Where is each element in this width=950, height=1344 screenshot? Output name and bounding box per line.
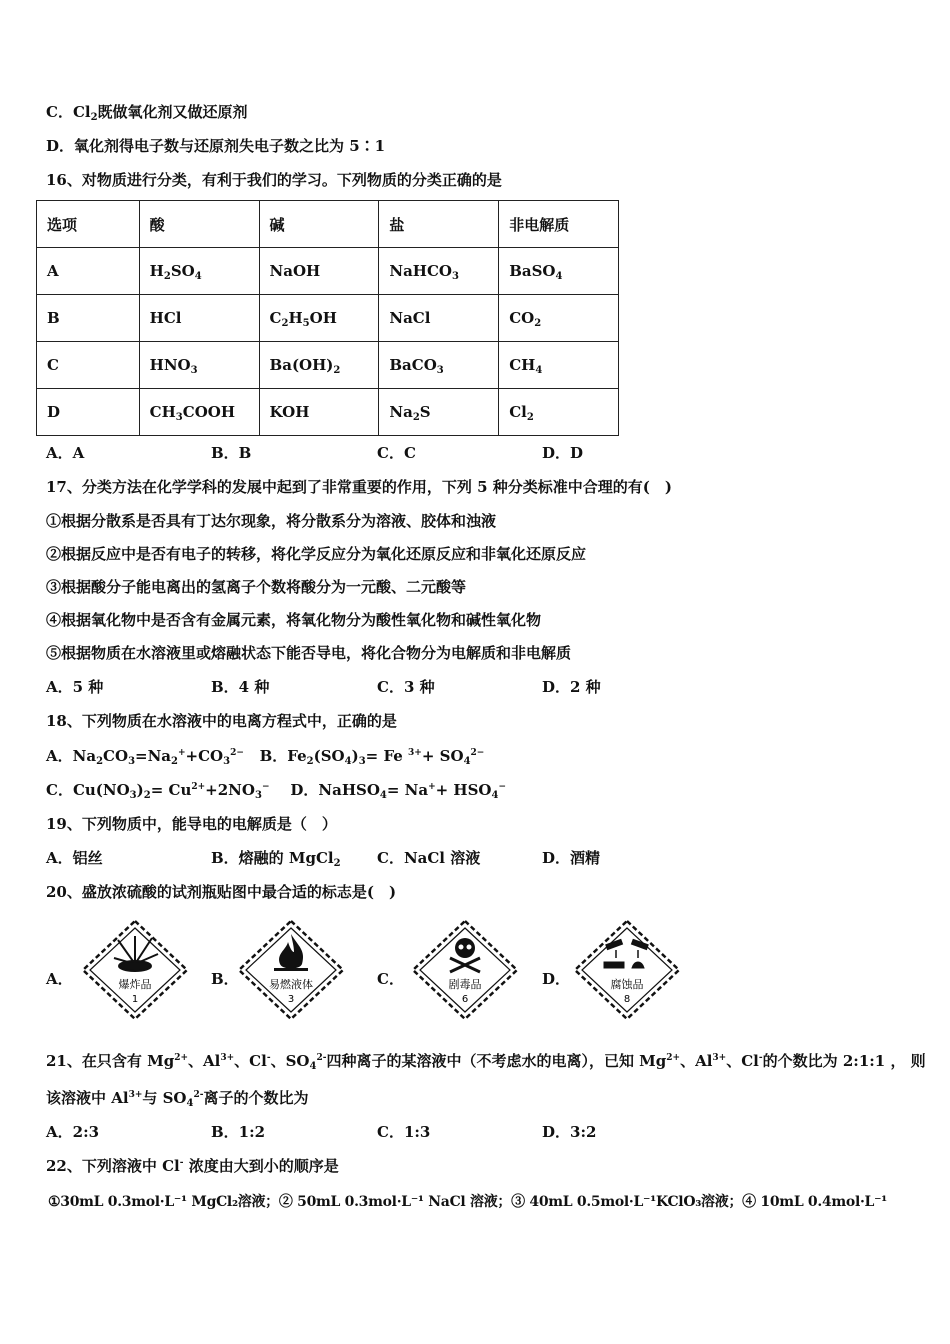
q18-stem: 18、下列物质在水溶液中的电离方程式中，正确的是 bbox=[46, 712, 397, 730]
q17-option-b[interactable]: B．4 种 bbox=[211, 678, 270, 696]
acid-cell: HCl bbox=[139, 295, 259, 342]
q16-option-b[interactable]: B．B bbox=[211, 444, 252, 462]
table-header-row bbox=[37, 201, 619, 248]
svg-text:剧毒品: 剧毒品 bbox=[448, 978, 482, 991]
q20-option-c-label[interactable]: C． bbox=[377, 970, 404, 988]
acid-cell: $H_2SO_4$ bbox=[139, 248, 259, 295]
row-label: A bbox=[37, 248, 140, 295]
header-cell: 选项 bbox=[37, 201, 140, 248]
salt-cell: $Na_2S$ bbox=[379, 389, 499, 436]
q21-option-d[interactable]: D．3:2 bbox=[542, 1123, 597, 1141]
table-row bbox=[37, 389, 619, 436]
toxic-sign[interactable] bbox=[410, 918, 520, 1022]
explosive-sign[interactable] bbox=[80, 918, 190, 1022]
q17-option-c[interactable]: C．3 种 bbox=[377, 678, 435, 696]
header-cell: 碱 bbox=[259, 201, 379, 248]
q16-option-d[interactable]: D．D bbox=[542, 444, 584, 462]
q19-option-b[interactable]: B．熔融的 MgCl$_2$ bbox=[211, 849, 341, 869]
header-cell: 酸 bbox=[139, 201, 259, 248]
base-cell: $C_2H_5OH$ bbox=[259, 295, 379, 342]
q21-option-c[interactable]: C．1:3 bbox=[377, 1123, 431, 1141]
row-label: B bbox=[37, 295, 140, 342]
row-label: C bbox=[37, 342, 140, 389]
salt-cell: NaCl bbox=[379, 295, 499, 342]
q22-stem: 22、下列溶液中 Cl- 浓度由大到小的顺序是 bbox=[46, 1157, 339, 1175]
svg-text:易燃液体: 易燃液体 bbox=[269, 978, 313, 991]
q17-item: ①根据分散系是否具有丁达尔现象，将分散系分为溶液、胶体和浊液 bbox=[46, 512, 497, 530]
base-cell: KOH bbox=[259, 389, 379, 436]
q21-stem-line2: 该溶液中 $Al^{3+}$与 $SO_4^{2-}$离子的个数比为 bbox=[46, 1089, 309, 1109]
q20-option-d-label[interactable]: D． bbox=[542, 970, 571, 988]
q17-item: ④根据氧化物中是否含有金属元素，将氧化物分为酸性氧化物和碱性氧化物 bbox=[46, 611, 542, 629]
q22-list: ①30mL 0.3mol·L⁻¹ MgCl₂溶液；② 50mL 0.3mol·L⁻¹ NaCl 溶液；③ 40mL 0.5mol·L⁻¹KClO₃溶液；④ 10mL 0.4mol·L⁻¹ bbox=[48, 1194, 887, 1210]
svg-text:3: 3 bbox=[287, 994, 295, 1005]
q16-stem: 16、对物质进行分类，有利于我们的学习。下列物质的分类正确的是 bbox=[46, 171, 502, 189]
svg-text:爆炸品: 爆炸品 bbox=[118, 978, 152, 991]
non-electrolyte-cell: BaSO$_4$ bbox=[499, 248, 619, 295]
q19-stem: 19、下列物质中，能导电的电解质是（ ） bbox=[46, 815, 337, 833]
q15-option-d[interactable]: D．氧化剂得电子数与还原剂失电子数之比为 5∶1 bbox=[46, 137, 386, 155]
q21-option-b[interactable]: B．1:2 bbox=[211, 1123, 266, 1141]
base-cell: NaOH bbox=[259, 248, 379, 295]
q15-option-c[interactable]: C．$Cl_2$既做氧化剂又做还原剂 bbox=[46, 103, 248, 123]
acid-cell: $CH_3COOH$ bbox=[139, 389, 259, 436]
table-row bbox=[37, 248, 619, 295]
classification-table bbox=[36, 200, 619, 436]
q20-option-b-label[interactable]: B． bbox=[211, 970, 239, 988]
q17-option-d[interactable]: D．2 种 bbox=[542, 678, 601, 696]
svg-text:8: 8 bbox=[623, 994, 631, 1005]
corrosive-sign[interactable] bbox=[572, 918, 682, 1022]
q19-option-d[interactable]: D．酒精 bbox=[542, 849, 601, 867]
non-electrolyte-cell: $CH_4$ bbox=[499, 342, 619, 389]
acid-cell: $HNO_3$ bbox=[139, 342, 259, 389]
q17-item: ③根据酸分子能电离出的氢离子个数将酸分为一元酸、二元酸等 bbox=[46, 578, 467, 596]
q17-item: ②根据反应中是否有电子的转移，将化学反应分为氧化还原反应和非氧化还原反应 bbox=[46, 545, 587, 563]
q21-stem-line1: 21、在只含有 $Mg^{2+}$、$Al^{3+}$、Cl-、$SO_4^{2-}$四种离子的某溶液中（不考虑水的电离），已知 $Mg^{2+}$、$Al^{3+}$、Cl-的个数比为 2:1:1 ， 则 bbox=[46, 1052, 926, 1072]
header-cell: 盐 bbox=[379, 201, 499, 248]
q17-option-a[interactable]: A．5 种 bbox=[46, 678, 104, 696]
q18-option-cd[interactable]: C．$Cu(NO_3)_2= Cu^{2+}+2NO_3^-$ D．NaHSO$_4$= $Na^++ HSO_4^-$ bbox=[46, 781, 507, 801]
q19-option-a[interactable]: A．铝丝 bbox=[46, 849, 103, 867]
q16-option-a[interactable]: A．A bbox=[46, 444, 85, 462]
salt-cell: NaHCO$_3$ bbox=[379, 248, 499, 295]
table-row bbox=[37, 295, 619, 342]
svg-text:1: 1 bbox=[131, 994, 139, 1005]
flammable-liquid-sign[interactable] bbox=[236, 918, 346, 1022]
non-electrolyte-cell: $CO_2$ bbox=[499, 295, 619, 342]
row-label: D bbox=[37, 389, 140, 436]
q18-option-ab[interactable]: A．$Na_2CO_3=Na_2^++CO_3^{2-}$ B．$Fe_2(SO_4)_3= Fe$ $^{3+}+ SO_4^{2-}$ bbox=[46, 747, 485, 767]
salt-cell: BaCO$_3$ bbox=[379, 342, 499, 389]
svg-text:6: 6 bbox=[461, 994, 469, 1005]
table-row bbox=[37, 342, 619, 389]
q20-stem: 20、盛放浓硫酸的试剂瓶贴图中最合适的标志是( ) bbox=[46, 883, 397, 901]
base-cell: $Ba(OH)_2$ bbox=[259, 342, 379, 389]
q17-stem: 17、分类方法在化学学科的发展中起到了非常重要的作用，下列 5 种分类标准中合理的有( ) bbox=[46, 478, 672, 496]
svg-text:腐蚀品: 腐蚀品 bbox=[610, 978, 644, 991]
q20-option-a-label[interactable]: A． bbox=[46, 970, 73, 988]
non-electrolyte-cell: $Cl_2$ bbox=[499, 389, 619, 436]
q16-option-c[interactable]: C．C bbox=[377, 444, 416, 462]
header-cell: 非电解质 bbox=[499, 201, 619, 248]
q17-item: ⑤根据物质在水溶液里或熔融状态下能否导电，将化合物分为电解质和非电解质 bbox=[46, 644, 572, 662]
q21-option-a[interactable]: A．2:3 bbox=[46, 1123, 100, 1141]
q19-option-c[interactable]: C．NaCl 溶液 bbox=[377, 849, 481, 867]
